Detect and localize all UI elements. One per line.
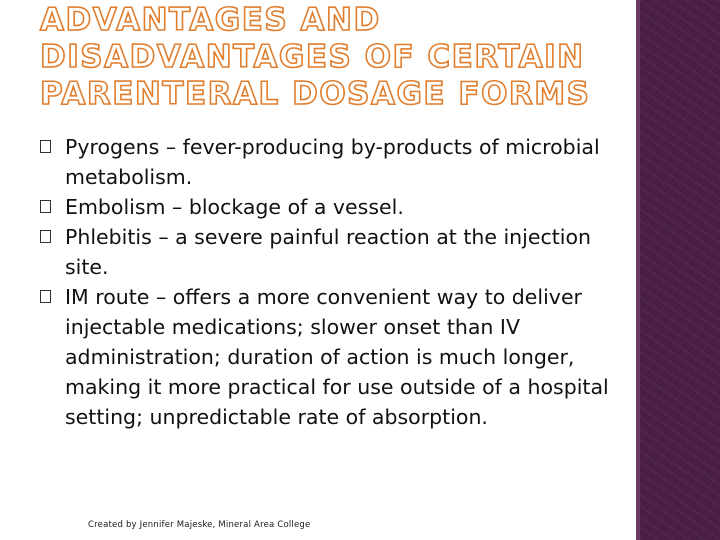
term-definition: fever-producing by-products of microbial metabolism. xyxy=(65,135,600,189)
list-item xyxy=(40,222,610,282)
term-definition: offers a more convenient way to deliver injectable medications; slower onset than IV administration; duration of action is much longer, making it more practical for use outside of a hospital setting; unpredictable rate of absorption. xyxy=(65,285,609,429)
term-separator: – xyxy=(149,285,173,309)
list-item xyxy=(40,132,610,192)
term-separator: – xyxy=(159,135,183,159)
term-label: Pyrogens xyxy=(65,135,160,159)
term-separator: – xyxy=(165,195,189,219)
term-separator: – xyxy=(151,225,176,249)
square-bullet-icon xyxy=(40,230,51,243)
slide-title: ADVANTAGES AND DISADVANTAGES OF CERTAIN PARENTERAL DOSAGE FORMS xyxy=(40,2,591,112)
square-bullet-icon xyxy=(40,140,51,153)
term-label: Phlebitis xyxy=(65,225,152,249)
square-bullet-icon xyxy=(40,290,51,303)
term-label: IM route xyxy=(65,285,150,309)
footer-credit: Created by Jennifer Majeske, Mineral Area College xyxy=(88,520,311,530)
bullet-list xyxy=(40,132,610,432)
list-item xyxy=(40,282,610,432)
square-bullet-icon xyxy=(40,200,51,213)
term-label: Embolism xyxy=(65,195,166,219)
term-definition: blockage of a vessel. xyxy=(188,195,404,219)
decorative-side-band xyxy=(640,0,720,540)
list-item xyxy=(40,192,610,222)
term-definition: a severe painful reaction at the injection site. xyxy=(65,225,592,279)
